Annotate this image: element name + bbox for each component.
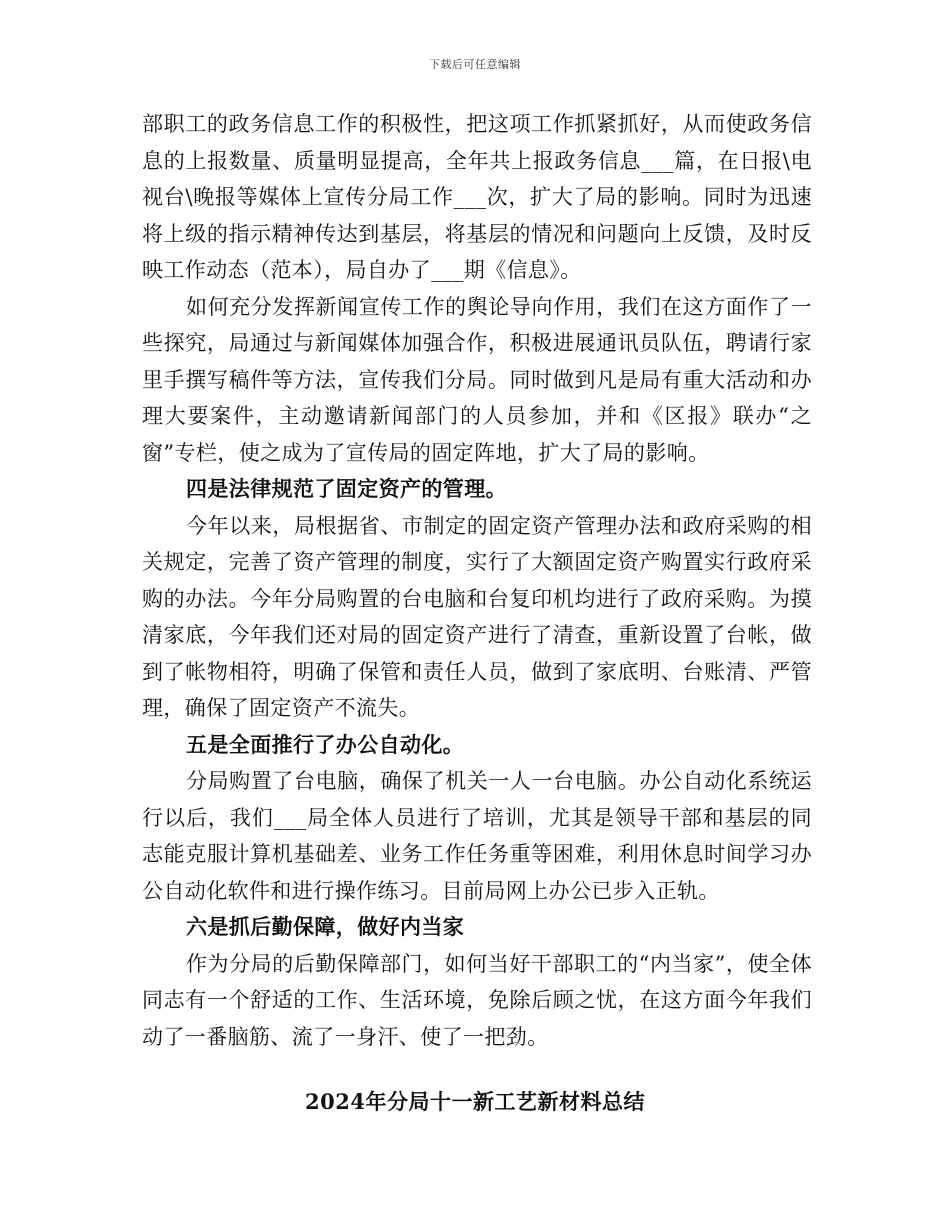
paragraph-1: 部职工的政务信息工作的积极性，把这项工作抓紧抓好，从而使政务信息的上报数量、质量明显提高，全年共上报政务信息___篇，在日报\电视台\晚报等媒体上宣传分局工作___次，扩大了局的影响。同时为迅速将上级的指示精神传达到基层，将基层的情况和问题向上反馈，及时反映工作动态（范本），局自办了___期《信息》。 bbox=[142, 112, 812, 282]
document-title: 2024年分局十一新工艺新材料总结 bbox=[305, 1089, 645, 1114]
page-header: 下载后可任意编辑 bbox=[429, 58, 521, 71]
paragraph-2: 如何充分发挥新闻宣传工作的舆论导向作用，我们在这方面作了一些探究，局通过与新闻媒体加强合作，积极进展通讯员队伍，聘请行家里手撰写稿件等方法，宣传我们分局。同时做到凡是局有重大活动和办理大要案件，主动邀请新闻部门的人员参加，并和《区报》联办“之窗”专栏，使之成为了宣传局的固定阵地，扩大了局的影响。 bbox=[142, 294, 812, 465]
document-body bbox=[142, 106, 812, 1055]
section-heading-6: 六是抓后勤保障，做好内当家 bbox=[186, 914, 465, 939]
paragraph-5: 作为分局的后勤保障部门，如何当好干部职工的“内当家”，使全体同志有一个舒适的工作、生活环境，免除后顾之忧，在这方面今年我们动了一番脑筋、流了一身汗、使了一把劲。 bbox=[142, 951, 812, 1049]
paragraph-4: 分局购置了台电脑，确保了机关一人一台电脑。办公自动化系统运行以后，我们___局全体人员进行了培训，尤其是领导干部和基层的同志能克服计算机基础差、业务工作任务重等困难，利用休息时间学习办公自动化软件和进行操作练习。目前局网上办公已步入正轨。 bbox=[142, 769, 812, 903]
section-heading-4: 四是法律规范了固定资产的管理。 bbox=[186, 476, 507, 501]
paragraph-3: 今年以来，局根据省、市制定的固定资产管理办法和政府采购的相关规定，完善了资产管理的制度，实行了大额固定资产购置实行政府采购的办法。今年分局购置的台电脑和台复印机均进行了政府采购。为摸清家底，今年我们还对局的固定资产进行了清查，重新设置了台帐，做到了帐物相符，明确了保管和责任人员，做到了家底明、台账清、严管理，确保了固定资产不流失。 bbox=[142, 513, 812, 720]
section-heading-5: 五是全面推行了办公自动化。 bbox=[186, 731, 465, 757]
